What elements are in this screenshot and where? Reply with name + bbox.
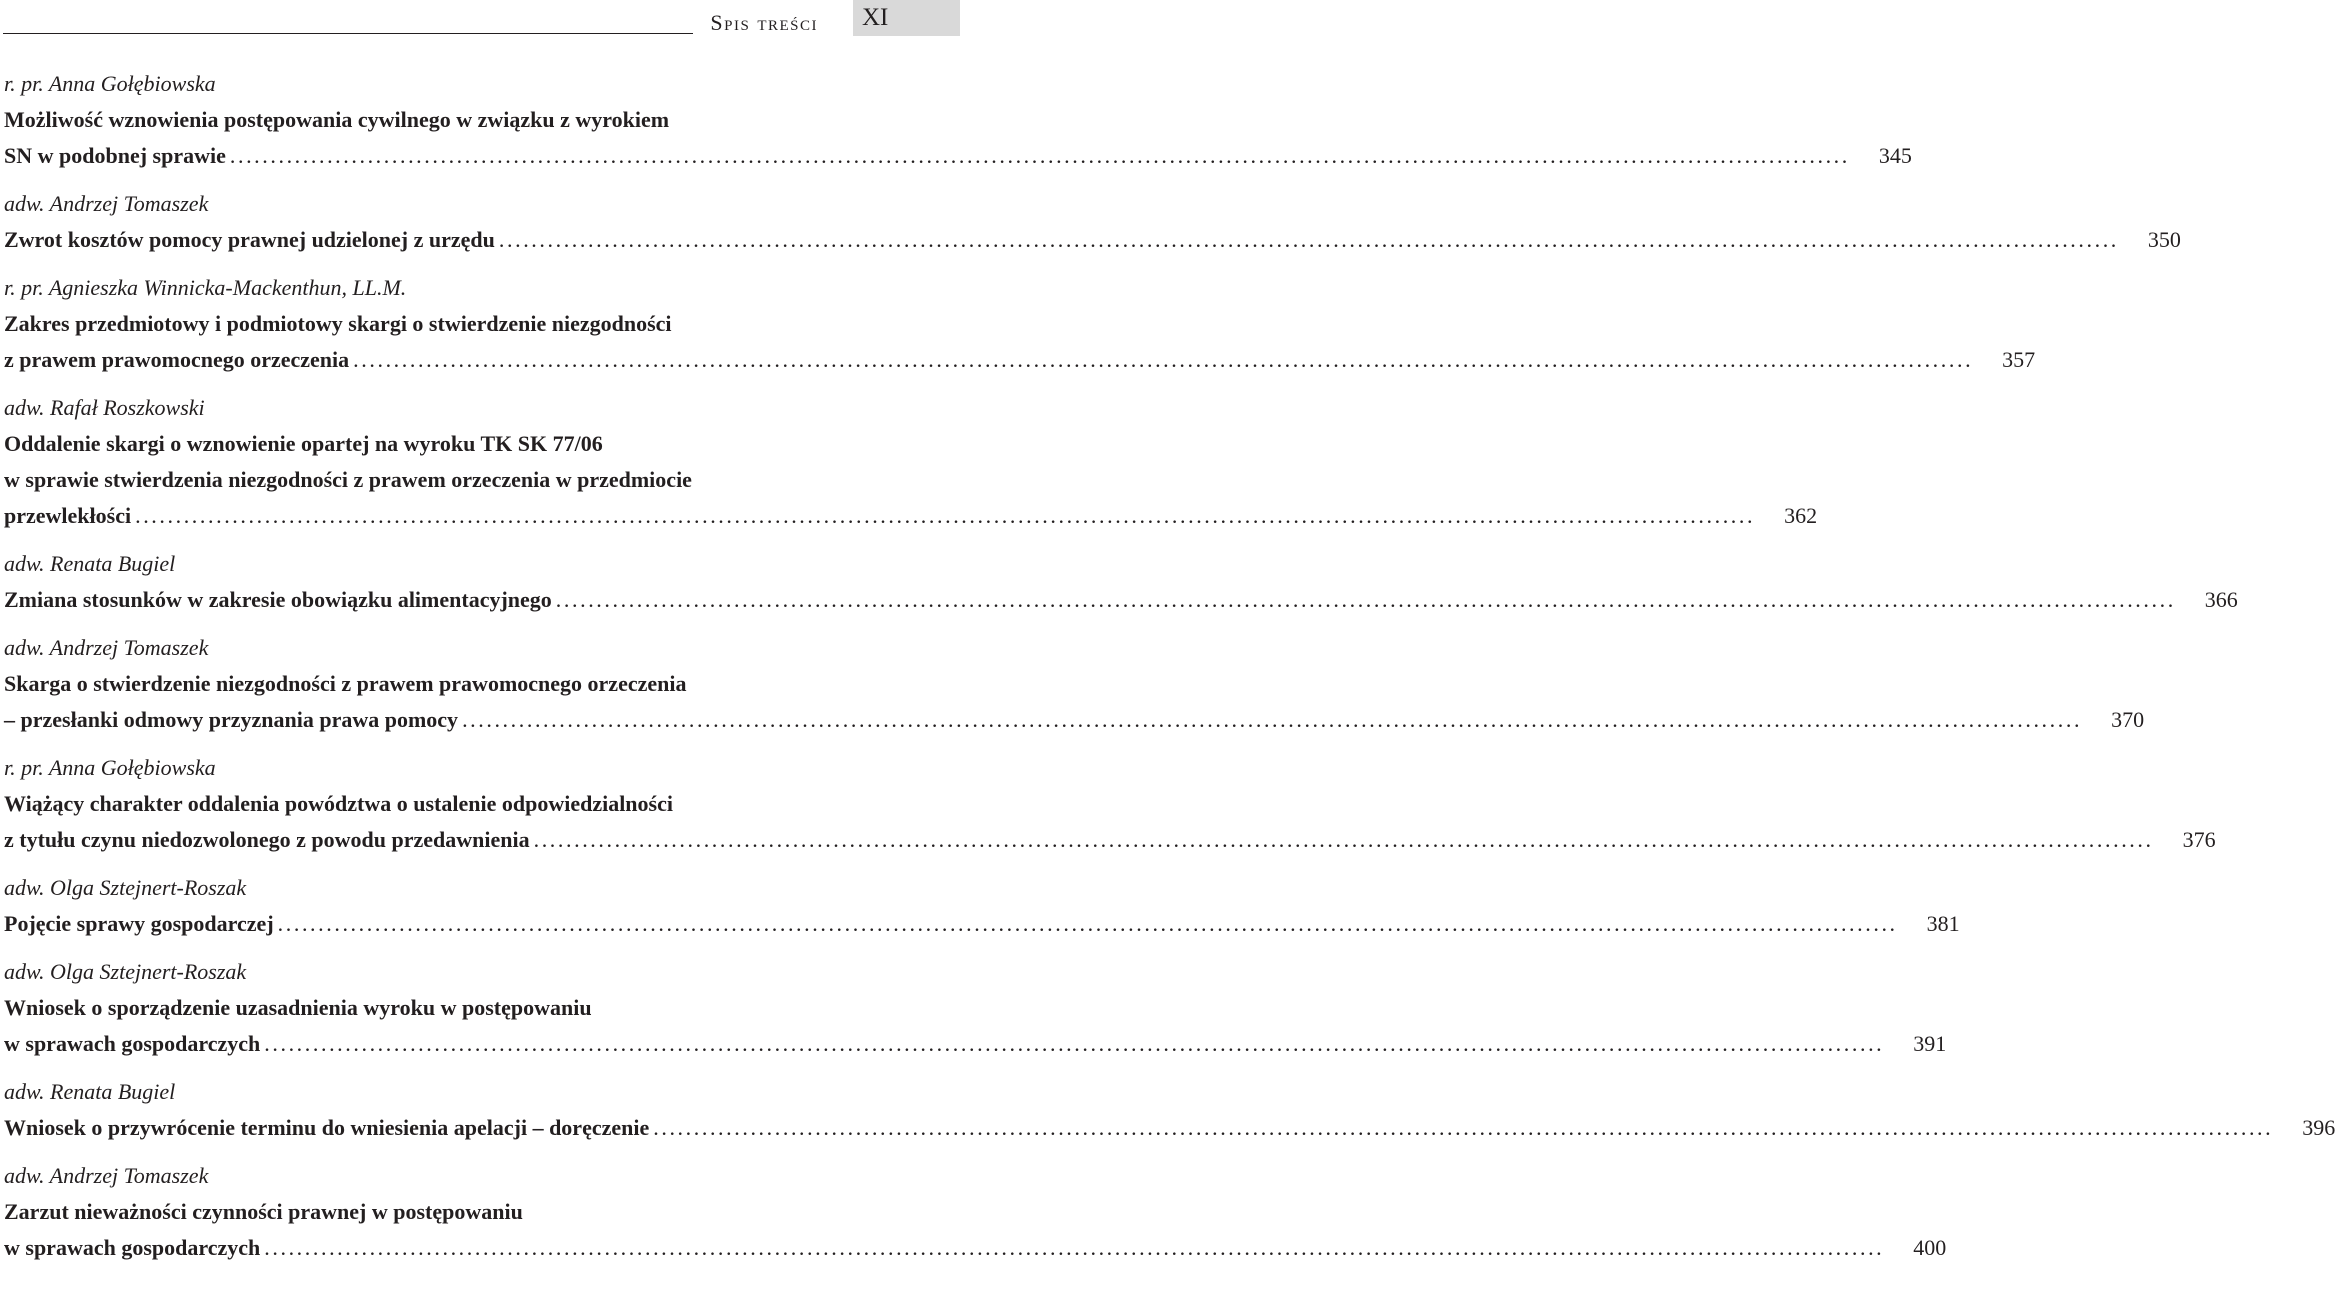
entry-title-text: Zwrot kosztów pomocy prawnej udzielonej z urzędu bbox=[4, 227, 495, 252]
entry-author: adw. Andrzej Tomaszek bbox=[4, 191, 209, 216]
dot-leader: ........................................................................................................................................................................................................ bbox=[229, 143, 1850, 168]
entry-title-text: przewlekłości bbox=[4, 503, 132, 528]
entry-title-text: – przesłanki odmowy przyznania prawa pomocy bbox=[4, 707, 459, 732]
entry-title-line: Skarga o stwierdzenie niezgodności z prawem prawomocnego orzeczenia bbox=[4, 671, 687, 696]
entry-title-text: z prawem prawomocnego orzeczenia bbox=[4, 347, 350, 372]
dot-leader: ........................................................................................................................................................................................................ bbox=[277, 911, 1898, 936]
dot-leader: ........................................................................................................................................................................................................ bbox=[264, 1031, 1885, 1056]
entry-page-number: 396 bbox=[2302, 1115, 2335, 1140]
entry-author: adw. Renata Bugiel bbox=[4, 551, 176, 576]
entry-page-number: 357 bbox=[2002, 347, 2036, 372]
entry-page-number: 362 bbox=[1784, 503, 1818, 528]
dot-leader: ........................................................................................................................................................................................................ bbox=[353, 347, 1974, 372]
entry-title-line: Zakres przedmiotowy i podmiotowy skargi o stwierdzenie niezgodności bbox=[4, 311, 672, 336]
entry-page-number: 366 bbox=[2204, 587, 2238, 612]
page-header bbox=[0, 0, 960, 40]
entry-author: r. pr. Anna Gołębiowska bbox=[4, 755, 216, 780]
entry-title-text: Pojęcie sprawy gospodarczej bbox=[4, 911, 274, 936]
toc-entry bbox=[4, 1158, 1947, 1266]
entry-author: adw. Andrzej Tomaszek bbox=[4, 635, 209, 660]
toc-entry bbox=[4, 270, 2036, 378]
dot-leader: ........................................................................................................................................................................................................ bbox=[135, 503, 1756, 528]
entry-title-line: Zarzut nieważności czynności prawnej w postępowaniu bbox=[4, 1199, 523, 1224]
entry-title-final-line bbox=[4, 702, 2145, 738]
entry-title-final-line bbox=[4, 222, 2181, 258]
dot-leader: ........................................................................................................................................................................................................ bbox=[498, 227, 2119, 252]
dot-leader: ........................................................................................................................................................................................................ bbox=[653, 1115, 2274, 1140]
entry-title-final-line bbox=[4, 906, 1960, 942]
entry-page-number: 381 bbox=[1926, 911, 1960, 936]
toc-entry bbox=[4, 630, 2145, 738]
entry-title-text: Wniosek o przywrócenie terminu do wniesienia apelacji – doręczenie bbox=[4, 1115, 650, 1140]
toc-entry bbox=[4, 750, 2216, 858]
entry-title-final-line bbox=[4, 582, 2238, 618]
toc-entry bbox=[4, 954, 1947, 1062]
entry-page-number: 400 bbox=[1913, 1235, 1947, 1260]
dot-leader: ........................................................................................................................................................................................................ bbox=[462, 707, 2083, 732]
toc-entry bbox=[4, 66, 1912, 174]
entry-author: adw. Renata Bugiel bbox=[4, 1079, 176, 1104]
entry-page-number: 370 bbox=[2111, 707, 2145, 732]
dot-leader: ........................................................................................................................................................................................................ bbox=[555, 587, 2176, 612]
entry-title-final-line bbox=[4, 1110, 2335, 1146]
entry-author: r. pr. Anna Gołębiowska bbox=[4, 71, 216, 96]
dot-leader: ........................................................................................................................................................................................................ bbox=[264, 1235, 1885, 1260]
entry-title-text: z tytułu czynu niedozwolonego z powodu przedawnienia bbox=[4, 827, 530, 852]
entry-author: r. pr. Agnieszka Winnicka-Mackenthun, LL.M. bbox=[4, 275, 407, 300]
toc-entry bbox=[4, 390, 1818, 534]
entry-title-final-line bbox=[4, 1230, 1947, 1266]
entry-title-text: SN w podobnej sprawie bbox=[4, 143, 226, 168]
dot-leader: ........................................................................................................................................................................................................ bbox=[533, 827, 2154, 852]
entry-page-number: 376 bbox=[2182, 827, 2216, 852]
entry-title-text: w sprawach gospodarczych bbox=[4, 1031, 261, 1056]
toc-entry bbox=[4, 546, 2238, 618]
entry-page-number: 350 bbox=[2147, 227, 2181, 252]
toc-entry bbox=[4, 870, 1960, 942]
entry-title-line: Wiążący charakter oddalenia powództwa o ustalenie odpowiedzialności bbox=[4, 791, 673, 816]
toc-entry bbox=[4, 186, 2181, 258]
entry-title-final-line bbox=[4, 498, 1818, 534]
entry-title-line: w sprawie stwierdzenia niezgodności z prawem orzeczenia w przedmiocie bbox=[4, 467, 692, 492]
section-title: Spis treści bbox=[710, 10, 818, 35]
entry-author: adw. Olga Sztejnert-Roszak bbox=[4, 959, 247, 984]
header-rule bbox=[3, 33, 693, 34]
entry-title-final-line bbox=[4, 1026, 1947, 1062]
entry-title-final-line bbox=[4, 342, 2036, 378]
entry-title-line: Wniosek o sporządzenie uzasadnienia wyroku w postępowaniu bbox=[4, 995, 592, 1020]
table-of-contents bbox=[4, 66, 2335, 1278]
entry-title-final-line bbox=[4, 822, 2216, 858]
entry-author: adw. Rafał Roszkowski bbox=[4, 395, 205, 420]
page-number: XI bbox=[862, 4, 889, 31]
entry-title-line: Oddalenie skargi o wznowienie opartej na wyroku TK SK 77/06 bbox=[4, 431, 603, 456]
toc-entry bbox=[4, 1074, 2335, 1146]
entry-page-number: 391 bbox=[1913, 1031, 1947, 1056]
entry-title-text: w sprawach gospodarczych bbox=[4, 1235, 261, 1260]
entry-author: adw. Olga Sztejnert-Roszak bbox=[4, 875, 247, 900]
entry-author: adw. Andrzej Tomaszek bbox=[4, 1163, 209, 1188]
entry-page-number: 345 bbox=[1878, 143, 1912, 168]
entry-title-final-line bbox=[4, 138, 1912, 174]
entry-title-line: Możliwość wznowienia postępowania cywilnego w związku z wyrokiem bbox=[4, 107, 670, 132]
entry-title-text: Zmiana stosunków w zakresie obowiązku alimentacyjnego bbox=[4, 587, 552, 612]
